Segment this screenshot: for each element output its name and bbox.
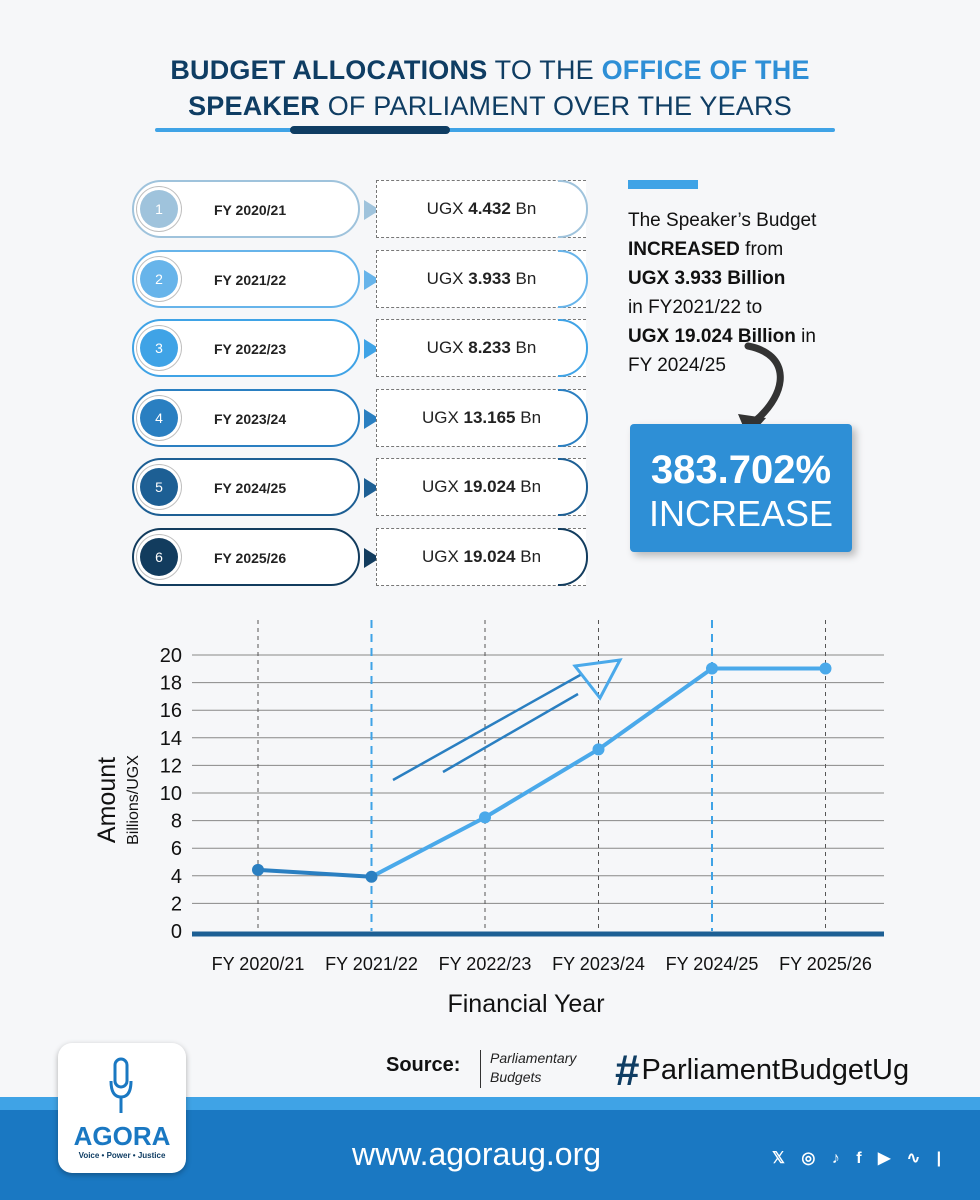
amount-suffix: Bn <box>515 546 542 566</box>
data-point <box>252 864 264 876</box>
year-pill <box>132 458 360 516</box>
budget-row <box>132 180 592 238</box>
amount-number: 4.432 <box>468 199 511 218</box>
row-number: 2 <box>140 260 178 298</box>
amount-value <box>377 338 586 358</box>
fiscal-year: FY 2020/21 <box>214 202 287 218</box>
y-axis-subtitle: Billions/UGX <box>125 755 142 845</box>
y-tick-label: 16 <box>159 700 182 723</box>
fiscal-year: FY 2021/22 <box>214 271 287 288</box>
page-title <box>0 52 980 124</box>
amount-prefix: UGX <box>426 199 469 218</box>
note-from: from <box>739 239 784 260</box>
amount-number: 19.024 <box>463 546 516 566</box>
amount-suffix: Bn <box>510 268 537 288</box>
note-start-amount: UGX 3.933 Billion <box>628 268 786 289</box>
amount-value <box>377 269 586 289</box>
y-tick-label: 8 <box>170 810 182 833</box>
increase-percent: 383.702% <box>650 448 832 492</box>
source-line-1: Parliamentary <box>490 1050 577 1066</box>
data-point <box>479 811 491 823</box>
row-number: 3 <box>140 329 178 367</box>
row-number: 5 <box>140 468 178 506</box>
amount-box <box>376 319 586 377</box>
fiscal-year: FY 2024/25 <box>214 480 287 496</box>
budget-row <box>132 528 592 586</box>
title-part-2: TO THE <box>487 55 602 85</box>
budget-row <box>132 250 592 308</box>
amount-value <box>377 199 586 219</box>
amount-box <box>376 250 586 308</box>
budget-row <box>132 319 592 377</box>
y-tick-label: 6 <box>170 838 182 861</box>
agora-logo <box>58 1043 186 1173</box>
note-start-year: in FY2021/22 to <box>628 297 763 318</box>
amount-prefix: UGX <box>421 477 464 496</box>
social-icons[interactable]: 𝕏 ◎ ♪ f ▶ ∿ | <box>772 1150 948 1167</box>
amount-number: 19.024 <box>463 477 516 496</box>
amount-box <box>376 180 586 238</box>
y-tick-label: 10 <box>159 783 182 805</box>
x-axis-title: Financial Year <box>447 990 605 1018</box>
title-part-5: OF PARLIAMENT OVER THE YEARS <box>320 91 792 121</box>
note-in: in <box>795 326 816 347</box>
x-tick-label: FY 2024/25 <box>665 954 759 974</box>
note-line-1: The Speaker’s Budget <box>628 210 817 231</box>
data-point <box>366 871 378 883</box>
amount-suffix: Bn <box>515 407 542 427</box>
row-number: 4 <box>140 399 178 437</box>
amount-prefix: UGX <box>421 546 464 566</box>
amount-suffix: Bn <box>515 477 542 496</box>
hashtag-icon: # <box>615 1046 640 1095</box>
title-part-1: BUDGET ALLOCATIONS <box>170 55 488 85</box>
row-number: 6 <box>140 538 178 576</box>
budget-line-chart <box>0 600 980 1020</box>
amount-suffix: Bn <box>510 338 537 357</box>
amount-value <box>377 408 586 428</box>
microphone-icon <box>108 1057 134 1115</box>
increase-label: INCREASE <box>648 493 834 534</box>
source-label: Source: <box>386 1054 461 1076</box>
row-number: 1 <box>140 190 178 228</box>
logo-name: AGORA <box>73 1121 171 1151</box>
website-link[interactable]: www.agoraug.org <box>352 1136 602 1172</box>
y-tick-label: 4 <box>170 865 182 888</box>
x-tick-label: FY 2023/24 <box>552 954 645 974</box>
year-pill <box>132 180 360 238</box>
amount-prefix: UGX <box>421 407 464 427</box>
year-pill <box>132 389 360 447</box>
fiscal-year: FY 2022/23 <box>214 341 287 357</box>
source-divider <box>480 1050 481 1088</box>
title-part-3: OFFICE OF THE <box>601 55 810 85</box>
year-pill <box>132 250 360 308</box>
amount-value <box>377 547 586 567</box>
amount-box <box>376 389 586 447</box>
trend-arrow-icon <box>393 660 620 780</box>
x-tick-label: FY 2022/23 <box>438 954 532 974</box>
y-tick-label: 14 <box>159 727 182 750</box>
amount-number: 8.233 <box>468 338 511 357</box>
budget-row <box>132 389 592 447</box>
amount-box <box>376 528 586 586</box>
fiscal-year: FY 2023/24 <box>214 410 287 427</box>
fiscal-year: FY 2025/26 <box>214 549 287 566</box>
note-accent-bar <box>628 180 698 189</box>
y-tick-label: 20 <box>159 645 182 667</box>
logo-tagline: Voice • Power • Justice <box>78 1151 166 1160</box>
amount-prefix: UGX <box>426 338 469 357</box>
y-tick-label: 18 <box>159 672 182 695</box>
hashtag-text: ParliamentBudgetUg <box>641 1054 910 1086</box>
source-line-2: Budgets <box>490 1069 542 1085</box>
note-end-year: FY 2024/25 <box>628 355 726 376</box>
increase-badge <box>630 424 852 552</box>
data-point <box>706 662 718 674</box>
x-tick-label: FY 2025/26 <box>779 954 872 974</box>
y-tick-label: 0 <box>170 921 182 943</box>
amount-prefix: UGX <box>426 268 469 288</box>
title-underline-accent <box>290 126 450 134</box>
amount-box <box>376 458 586 516</box>
chart-labels <box>93 645 872 1018</box>
title-part-4: SPEAKER <box>188 91 320 121</box>
note-end-amount: UGX 19.024 Billion <box>628 326 796 347</box>
year-pill <box>132 528 360 586</box>
amount-value <box>377 477 586 497</box>
y-tick-label: 12 <box>159 755 182 778</box>
budget-row <box>132 458 592 516</box>
note-increased: INCREASED <box>628 239 740 260</box>
amount-number: 13.165 <box>463 407 516 427</box>
year-pill <box>132 319 360 377</box>
y-tick-label: 2 <box>170 893 182 916</box>
data-point <box>593 743 605 755</box>
x-tick-label: FY 2020/21 <box>211 954 305 974</box>
x-tick-label: FY 2021/22 <box>325 954 418 974</box>
source-text <box>490 1049 600 1087</box>
amount-number: 3.933 <box>468 268 511 288</box>
hashtag <box>615 1046 909 1096</box>
data-point <box>820 662 832 674</box>
title-underline <box>155 128 835 132</box>
y-axis-title: Amount <box>93 756 121 844</box>
amount-suffix: Bn <box>510 199 537 218</box>
